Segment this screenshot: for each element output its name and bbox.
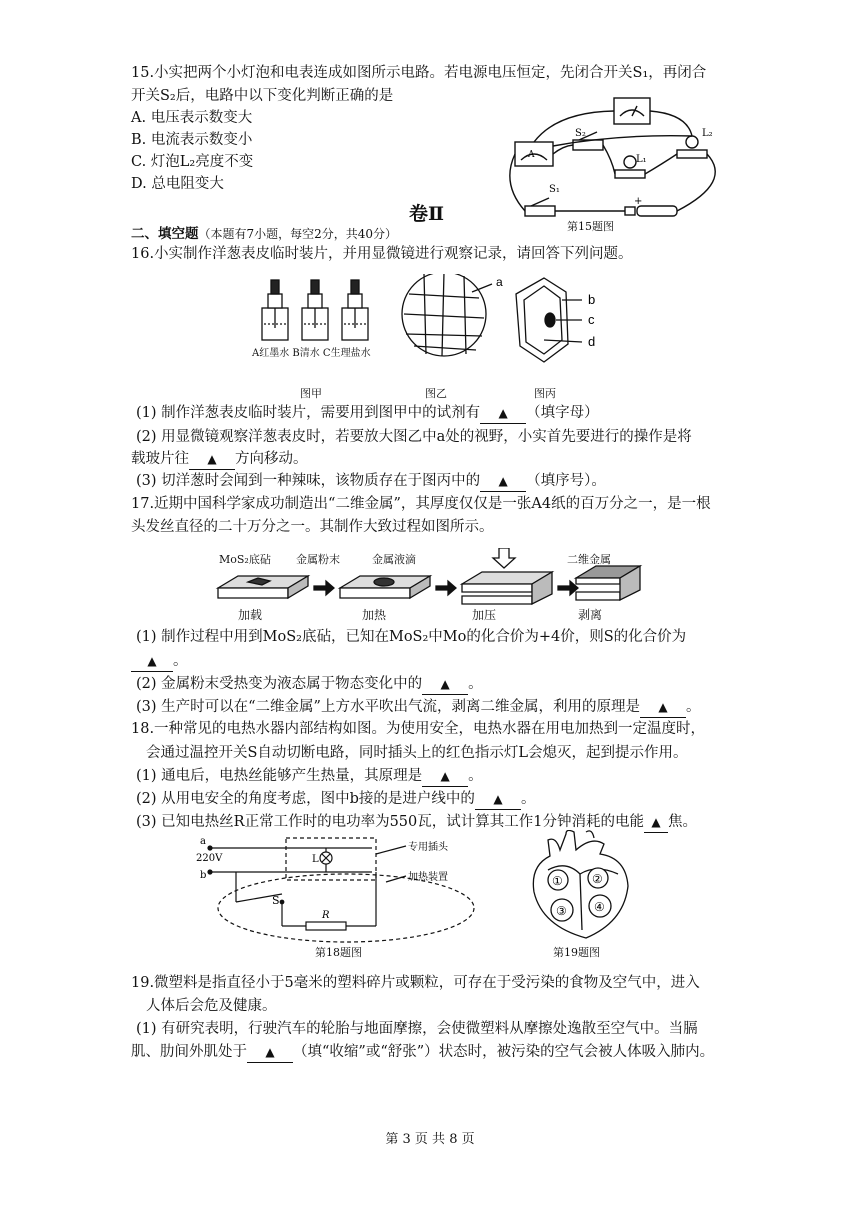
q16-reagent-labels: A红墨水 B清水 C生理盐水	[252, 348, 371, 359]
q16-part2-line1: (2) 用显微镜观察洋葱表皮时，若要放大图乙中a处的视野，小实首先要进行的操作是将	[136, 429, 692, 445]
q17-stem-line1: 17.近期中国科学家成功制造出“二维金属”，其厚度仅仅是一张A4纸的百万分之一，是一根	[131, 496, 711, 512]
q16-label-a: a	[496, 275, 503, 289]
q15-option-c: C. 灯泡L₂亮度不变	[131, 154, 254, 170]
q18-label-220v: 220V	[196, 853, 223, 864]
q16-part2-tail: 方向移动。	[235, 451, 308, 467]
q17-part3	[136, 697, 700, 718]
q17-step-heat: 加热	[362, 608, 387, 622]
q15-circuit-figure	[497, 94, 735, 224]
q17-part3-text: (3) 生产时可以在“二维金属”上方水平吹出气流，剥离二维金属，利用的原理是	[136, 699, 640, 715]
answer-blank[interactable]	[131, 651, 173, 672]
heart-label-3: ③	[556, 904, 567, 918]
q15-figure-caption: 第15题图	[567, 220, 614, 233]
q17-step-press: 加压	[472, 608, 497, 622]
q16-label-d: d	[588, 334, 596, 349]
q16-part3	[136, 471, 606, 492]
q17-label-powder: 金属粉末	[296, 553, 340, 566]
section-note: （本题有7小题，每空2分，共40分）	[198, 227, 398, 241]
q15-plus-label: +	[634, 196, 643, 207]
q18-part1-text: (1) 通电后，电热丝能够产生热量，其原理是	[136, 768, 423, 784]
heart-label-1: ①	[552, 874, 563, 888]
q19-stem-line2: 人体后会危及健康。	[146, 998, 277, 1014]
q16-part1-tail: （填字母）	[526, 405, 599, 421]
answer-blank[interactable]	[480, 471, 526, 492]
blank-triangle: ▲	[207, 452, 217, 466]
q19-part1-line1: (1) 有研究表明，行驶汽车的轮胎与地面摩擦，会使微塑料从摩擦处逸散至空气中。当膈	[136, 1021, 698, 1037]
q15-l1-label: L₁	[636, 154, 647, 165]
q18-label-a: a	[200, 836, 206, 847]
answer-blank[interactable]	[422, 766, 468, 787]
section-title: 卷Ⅱ	[409, 203, 445, 225]
q19-figure-caption: 第19题图	[553, 946, 600, 959]
blank-triangle: ▲	[651, 815, 661, 829]
q19-stem-line1: 19.微塑料是指直径小于5毫米的塑料碎片或颗粒，可存在于受污染的食物及空气中，进入	[131, 975, 700, 991]
q15-option-a: A. 电压表示数变大	[131, 110, 253, 126]
q15-ammeter-letter: A	[528, 150, 535, 160]
q16-part2-line2	[131, 449, 308, 470]
q16-part1-text: (1) 制作洋葱表皮临时装片，需要用到图甲中的试剂有	[136, 405, 481, 421]
reagent-bottle-a	[262, 280, 288, 340]
blank-triangle: ▲	[147, 654, 157, 668]
q16-fig-yi: 图乙	[425, 387, 447, 400]
q18-label-plug: 专用插头	[408, 842, 448, 853]
answer-blank[interactable]	[475, 789, 521, 810]
q17-step-load: 加载	[238, 608, 263, 622]
q19-part1-tail: （填“收缩”或“舒张”）状态时，被污染的空气会被人体吸入肺内。	[293, 1044, 715, 1060]
q18-stem-line2: 会通过温控开关S自动切断电路，同时插头上的红色指示灯L会熄灭，起到提示作用。	[146, 745, 688, 761]
q18-figure-caption: 第18题图	[315, 946, 362, 959]
q18-label-r: R	[322, 910, 330, 921]
q19-part1-text: 肌、肋间外肌处于	[131, 1044, 247, 1060]
q17-step-peel: 剥离	[578, 608, 603, 622]
blank-triangle: ▲	[658, 700, 668, 714]
q17-part2-text: (2) 金属粉末受热变为液态属于物态变化中的	[136, 676, 423, 692]
q15-stem-line2: 开关S₂后，电路中以下变化判断正确的是	[131, 88, 394, 104]
q18-part2	[136, 789, 535, 810]
q17-part1-line2	[131, 651, 188, 672]
answer-blank[interactable]	[247, 1042, 293, 1063]
q16-fig-jia: 图甲	[300, 387, 322, 400]
q18-part1-tail: 。	[468, 768, 483, 784]
blank-triangle: ▲	[498, 474, 508, 488]
q18-part2-tail: 。	[520, 791, 536, 807]
section-heading-text: 二、填空题	[131, 226, 199, 242]
q17-label-liquid: 金属液滴	[372, 553, 416, 566]
answer-blank[interactable]	[480, 403, 526, 424]
answer-blank[interactable]	[189, 449, 235, 470]
q18-stem-line1: 18.一种常见的电热水器内部结构如图。为使用安全，电热水器在用电加热到一定温度时，	[131, 721, 706, 737]
blank-triangle: ▲	[493, 792, 503, 806]
q17-label-mos2: MoS₂底砧	[219, 553, 271, 566]
q18-part2-text: (2) 从用电安全的角度考虑，图中b接的是进户线中的	[136, 791, 475, 807]
q17-part3-tail: 。	[685, 699, 701, 715]
q19-heart-figure	[526, 830, 636, 942]
q18-part3-tail: 焦。	[667, 814, 697, 830]
q18-label-s: S	[272, 894, 280, 907]
q16-part1	[136, 403, 599, 424]
heart-label-2: ②	[592, 872, 603, 886]
q15-option-d: D. 总电阻变大	[131, 176, 224, 192]
blank-triangle: ▲	[440, 677, 450, 691]
q15-s2-label: S₂	[575, 128, 586, 139]
heart-label-4: ④	[594, 900, 605, 914]
q17-part2-tail: 。	[468, 676, 483, 692]
q17-part2	[136, 674, 483, 695]
q17-part1-tail: 。	[173, 653, 188, 669]
blank-triangle: ▲	[265, 1045, 275, 1059]
q17-label-2d-metal: 二维金属	[567, 553, 611, 566]
q18-part3-text: (3) 已知电热丝R正常工作时的电功率为550瓦，试计算其工作1分钟消耗的电能	[136, 814, 644, 830]
page-number: 第 3 页 共 8 页	[385, 1132, 475, 1147]
q16-stem: 16.小实制作洋葱表皮临时装片，并用显微镜进行观察记录，请回答下列问题。	[131, 246, 633, 262]
q15-stem-line1: 15.小实把两个小灯泡和电表连成如图所示电路。若电源电压恒定，先闭合开关S₁，再闭合	[131, 65, 707, 81]
q15-option-b: B. 电流表示数变小	[131, 132, 253, 148]
answer-blank[interactable]	[640, 697, 686, 718]
answer-blank[interactable]	[644, 812, 668, 833]
q18-part1	[136, 766, 483, 787]
q16-fig-bing: 图丙	[534, 387, 556, 400]
blank-triangle: ▲	[440, 769, 450, 783]
q16-label-c: c	[588, 312, 595, 327]
section-heading	[131, 224, 397, 244]
q16-figure	[254, 274, 644, 374]
q15-s1-label: S₁	[549, 184, 560, 195]
q18-label-heater: 加热装置	[408, 872, 448, 883]
q16-label-b: b	[588, 292, 596, 307]
q19-part1-line2	[131, 1042, 714, 1063]
q17-stem-line2: 头发丝直径的二十万分之一。其制作大致过程如图所示。	[131, 519, 494, 535]
q16-part3-text: (3) 切洋葱时会闻到一种辣味，该物质存在于图丙中的	[136, 473, 481, 489]
q18-label-b: b	[200, 870, 207, 881]
q17-part1-line1: (1) 制作过程中用到MoS₂底砧，已知在MoS₂中Mo的化合价为+4价，则S的化合价为	[136, 629, 687, 645]
q18-circuit-figure	[196, 834, 476, 944]
answer-blank[interactable]	[422, 674, 468, 695]
blank-triangle: ▲	[498, 406, 508, 420]
q16-part3-tail: （填序号）。	[526, 473, 606, 489]
q15-l2-label: L₂	[702, 128, 713, 139]
q18-label-l: L	[312, 854, 319, 865]
q16-part2-text: 载玻片往	[131, 451, 189, 467]
